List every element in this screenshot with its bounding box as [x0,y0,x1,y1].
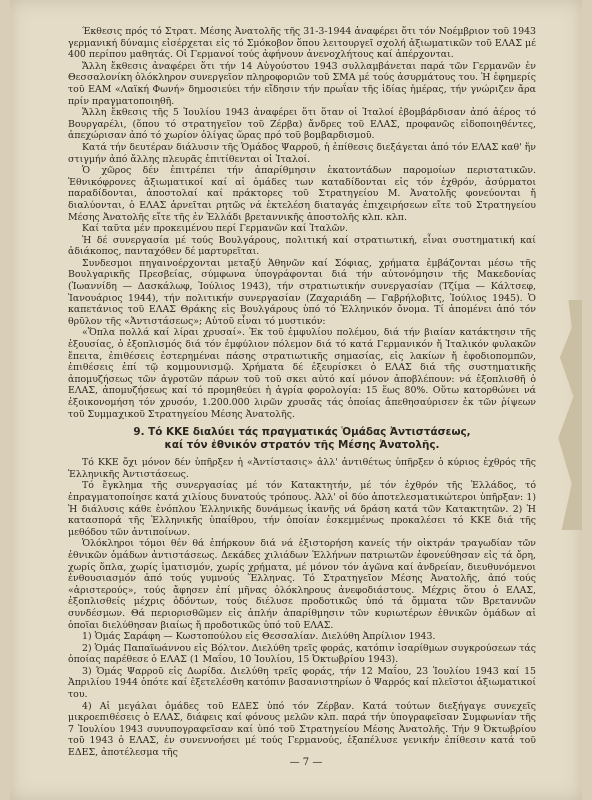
paragraph: Ἄλλη ἔκθεσις ἀναφέρει ὅτι τήν 14 Αὐγούστου 1943 συλλαμβάνεται παρά τῶν Γερμανῶν ἐν Θεσσαλονίκη ὁλόκληρον συνεργεῖον πληροφοριῶν τοῦ ΣΜΑ μέ τούς ἀσυρμάτους του. Ἡ ἐφημερίς τοῦ ΕΑΜ «Λαϊκή Φωνή» δημοσιεύει τήν εἴδησιν τήν πρωΐαν τῆς ἰδίας ἡμέρας, τήν γνώριζεν ἄρα πρίν πραγματοποιηθῆ. [68,60,536,107]
section-heading-line: καί τόν ἐθνικόν στρατόν τῆς Μέσης Ἀνατολῆς. [164,439,440,452]
torn-edge [548,300,582,530]
paragraph: Έκθεσις πρός τό Στρατ. Μέσης Ἀνατολῆς τῆς 31-3-1944 ἀναφέρει ὅτι τόν Νοέμβριον τοῦ 1943 γερμανική δύναμις εἰσέρχεται εἰς τό Σμόκοβον ὅπου λειτουργεῖ σχολή ἀξιωματικῶν τοῦ ΕΛΑΣ μέ 400 περίπου μαθητάς. Οἱ Γερμανοί τούς ἀφήνουν ἀνενοχλήτους καί ἀπέρχονται. [68,26,536,61]
page-number: — 7 — [289,757,323,768]
paragraph: 4) Αἱ μεγάλαι ὁμάδες τοῦ ΕΔΕΣ ὑπό τόν Ζέρβαν. Κατά τούτων διεξήγαγε συνεχεῖς μικροεπιθέσεις ὁ ΕΛΑΣ, διάφεις καί φόνους μελῶν κλπ. παρά τήν ὑπογραφεῖσαν Συμφωνίαν τῆς 7 Ἰουλίου 1943 συνυπογραφεῖσαν καί ὑπό τοῦ Στρατηγείου Μέσης Ἀνατολῆς. Τήν 9 Ὀκτωβρίου τοῦ 1943 ὁ ΕΛΑΣ, ἐν συνεννοήσει μέ τούς Γερμανούς, ἐξαπέλυσε γενικήν ἐπίθεσιν κατά τοῦ ΕΔΕΣ, ἀποτέλεσμα τῆς [68,700,536,759]
paragraph: Καί ταῦτα μέν προκειμένου περί Γερμανῶν καί Ἰταλῶν. [82,223,349,235]
paragraph: «Ὅπλα πολλά καί λίραι χρυσαί». Ἐκ τοῦ ἐμφυλίου πολέμου, διά τήν βιαίαν κατάκτησιν τῆς ἐξουσίας, ὁ ἐξοπλισμός διά τόν ἐμφύλιον πόλεμον διά τό κατά Γερμανικόν ἤ Ἰταλικόν φυλακῶν ἔπειτα, ἐπιθέσεις ἐστερημέναι πάσης στρατιωτικῆς σημασίας, εἰς λακίων ἤ ἐφοδιοπομπῶν, ἐπιθέσεις ἐπί τῷ κομμουνισμῷ. Χρήματα δέ ἐξευρίσκει ὁ ΕΛΑΣ διά τῆς συστηματικῆς ἀπομυζήσεως τῶν ἀγροτῶν πάρων τοῦ τοῦ σκει αὐτό καί μόνον ἀποβλέπουν: νά ἐξοπλισθῆ ὁ ΕΛΑΣ, ἀπομυζήσεως καί τό προμηθεύει ἡ ἀγρία φορολογία: 15 ἕως 80%. Οὕτω κατορθώνει νά ἐξοικονομήση τόν χρυσόν, 1.200.000 λιρῶν χρυσᾶς τάς ὁποίας ἀπεθησαύρισεν ἐκ τῶν ῥίψεων τοῦ Συμμαχικοῦ Στρατηγείου Μέσης Ἀνατολῆς. [68,327,536,420]
paragraph: Ἄλλη ἔκθεσις τῆς 5 Ἰουλίου 1943 ἀναφέρει ὅτι ὅταν οἱ Ἰταλοί ἐβομβάρδισαν ἀπό ἀέρος τό Βουργαρέλι, (ὅπου τό στρατηγεῖον τοῦ Ζέρβα) ἄνδρες τοῦ ΕΛΑΣ, προφανῶς εἰδοποιηθέντες, ἀπεχώρισαν ἀπό τό χωρίον ὀλίγας ὥρας πρό τοῦ βομβαρδισμοῦ. [68,107,536,142]
paragraph: Συνδεσμοι πηγαινοέρχονται μεταξύ Ἀθηνῶν καί Σόφιας, χρήματα ἐμβάζονται μέσω τῆς Βουλγαρικῆς Πρεσβείας, σύμφωνα ὑπογράφονται διά τήν αὐτονόμησιν τῆς Μακεδονίας (Ἰωαννίδη — Δασκάλωφ, Ἰούλιος 1943), τήν στρατιωτικήν συνεργασίαν (Τζίμα — Κάλτσεφ, Ἰανουάριος 1944), τήν πολιτικήν συνεργασίαν (Ζαχαριάδη — Γαβρήλοβιτς, Ἰούλιος 1945). Ὁ καπετάνιος τοῦ ΕΛΑΣ Θράκης εἰς Βουλγάρους ὑπό τό Ἑλληνικόν ὄνομα. Τί ἀπομένει ἀπό τόν θρῦλον τῆς «Ἀντιστάσεως»; Αὐτοῦ εἶναι τό μυστικόν: [68,257,536,327]
paragraph: Ἡ δέ συνεργασία μέ τούς Βουλγάρους, πολιτική καί στρατιωτική, εἶναι συστηματική καί ἀδιάκοπος, πανταχόθεν δέ μαρτυρεῖται. [68,234,536,258]
paragraph: Ὁ χῶρος δέν ἐπιτρέπει τήν ἀπαρίθμησιν ἑκατοντάδων παρομοίων περιστατικῶν. Ἐθνικόφρονες ἀξιωματικοί καί αἱ ὁμάδες των καταδίδονται εἰς τόν ἐχθρόν, ἀσύρματοι παραδίδονται, ἀποστολαί καί πράκτορες τοῦ Στρατηγείου Μ. Ἀνατολῆς φονεύονται ἤ διαλύονται, ὁ ΕΛΑΣ ἀρνεῖται ρητῶς νά ἐκτελέση διαταγάς ἐπιχειρήσεων εἴτε τοῦ Στρατηγείου Μέσης Ἀνατολῆς εἴτε τῆς ἐν Ἑλλάδι βρεταννικῆς ἀποστολῆς κλπ. κλπ. [68,165,536,223]
paragraph: Κατά τήν δευτέραν διάλυσιν τῆς Ὁμάδος Ψαρροῦ, ἡ ἐπίθεσις διεξάγεται ἀπό τόν ΕΛΑΣ καθ' ἥν στιγμήν ἀπό ἄλλης πλευρᾶς ἐπιτίθενται οἱ Ἰταλοί. [68,141,536,165]
section-heading [68,426,536,452]
paragraph: 1) Ὁμάς Σαράφη — Κωστοπούλου εἰς Θεσσαλίαν. Διελύθη Ἀπρίλιον 1943. [82,631,436,643]
paragraph: Τό ἔγκλημα τῆς συνεργασίας μέ τόν Κατακτητήν, μέ τόν ἐχθρόν τῆς Ἑλλάδος, τό ἐπραγματοποίησε κατά χιλίους δυνατούς τρόπους. Ἀλλ' οἱ δύο ἀποτελεσματικώτεροι ὑπῆρξαν: 1) Ἡ διάλυσις κάθε ἐνόπλου Ἑλληνικῆς δυνάμεως ἱκανῆς νά δράση κατά τῶν Κατακτητῶν. 2) Ἡ κατασπορά τῆς Ἑλληνικῆς ὑπαίθρου, τήν ὁποίαν ἐσκεμμένως προκαλέσει τό ΚΚΕ διά τῆς μεθόδου τῶν ἀντιποίνων. [68,480,536,538]
paragraph: Τό ΚΚΕ ὄχι μόνον δέν ὑπῆρξεν ἡ «Ἀντίστασις» ἀλλ' ἀντιθέτως ὑπῆρξεν ὁ κύριος ἐχθρός τῆς Ἑλληνικῆς Ἀντιστάσεως. [68,457,536,480]
paragraph: 2) Ὁμάς Παπαϊωάννου εἰς Βόλτον. Διελύθη τρεῖς φοράς, κατόπιν ἰσαρίθμων συγκρούσεων τάς ὁποίας παρέθεσε ὁ ΕΛΑΣ (1 Μαΐου, 10 Ἰουλίου, 15 Ὀκτωβρίου 1943). [68,642,536,666]
body-text [68,26,536,759]
section-heading-line: 9. Τό ΚΚΕ διαλύει τάς πραγματικάς Ὁμάδας Ἀντιστάσεως, [133,426,471,439]
document-page [10,0,582,800]
paragraph: Ὁλόκληροι τόμοι θέν θά ἐπήρκουν διά νά ἐξιστορήση κανείς τήν οἰκτράν τραγωδίαν τῶν ἐθνικῶν ὁμάδων ἀντιστάσεως. Δεκάδες χιλιάδων Ἑλλήνων πατριωτῶν ἐφονεύθησαν εἰς τά ὄρη, χωρίς ὅπλα, χωρίς ἱματισμόν, χωρίς χρήματα, μέ μόνον τόν ἀγῶνα καί ἀνδρείαν, διευθυνόμενοι ἐνθουσιασμόν ἀπό τούς γυμνούς Ἕλληνας. Τό Στρατηγεῖον Μέσης Ἀνατολῆς, ἀπό τούς «ἀριστερούς», τούς ἄφησεν ἐπί μῆνας ὁλόκληρους ἀνεφοδιάστους. Μέχρις ὅτου ὁ ΕΛΑΣ, ἐξοπλισθείς μέχρις ὀδόντων, τούς διέλυσε προδοτικῶς ὑπό τά ὄμματα τῶν Βρεταννῶν συνδέσμων. Θά περιορισθῶμεν εἰς ἁπλήν ἀπαρίθμησιν τῶν κυριωτέρων ἐθνικῶν ὁμάδων αἱ ὁποῖαι διελύθησαν βιαίως ἤ προδοτικῶς ὑπό τοῦ ΕΛΑΣ. [68,538,536,631]
paragraph: 3) Ὁμάς Ψαρροῦ εἰς Δωρίδα. Διελύθη τρεῖς φοράς, τήν 12 Μαΐου, 23 Ἰουλίου 1943 καί 15 Ἀπριλίου 1944 ὁπότε καί ἐξετελέσθη κατόπιν βασανιστηρίων ὁ Ψαρρός καί πλεῖστοι ἀξιωματικοί του. [68,665,536,701]
